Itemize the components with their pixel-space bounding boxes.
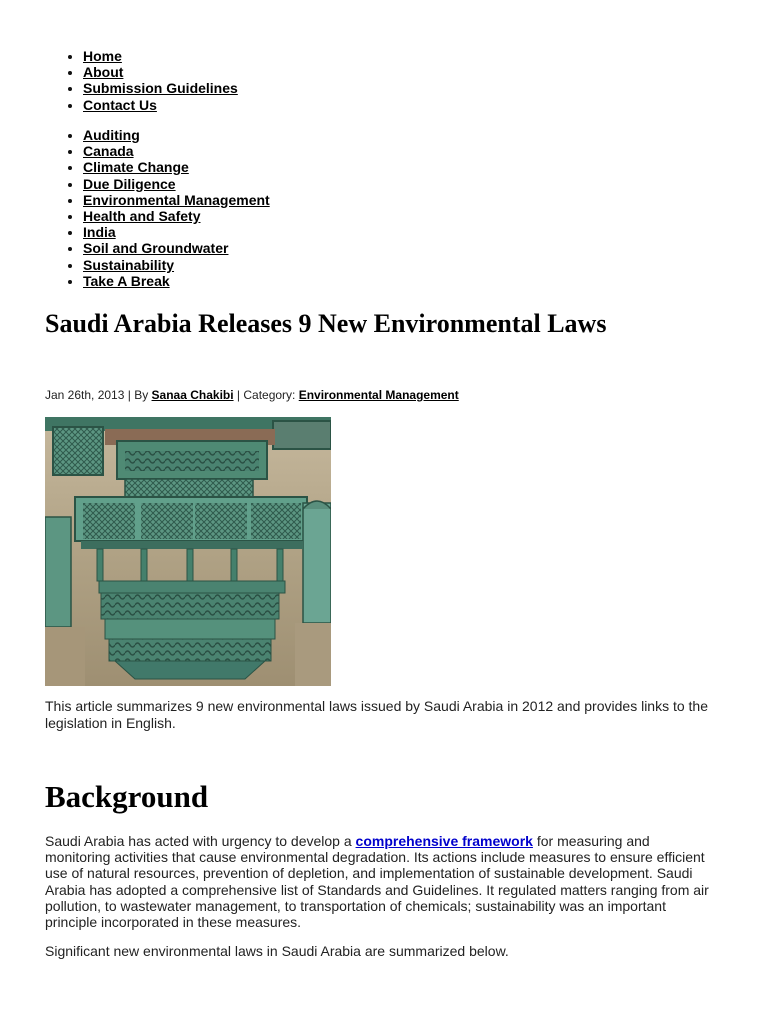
background-text: Saudi Arabia has acted with urgency to develop a [45, 833, 356, 849]
category-item-sustainability [83, 257, 270, 273]
india-link[interactable]: India [83, 224, 116, 241]
category-item-env-mgmt [83, 192, 270, 208]
main-nav-item-about [83, 64, 238, 80]
category-item-canada [83, 143, 270, 159]
environmental-management-link[interactable]: Environmental Management [83, 191, 270, 208]
main-nav [45, 48, 238, 113]
due-diligence-link[interactable]: Due Diligence [83, 175, 176, 192]
category-item-health [83, 208, 270, 224]
category-item-due-diligence [83, 176, 270, 192]
main-nav-item-contact [83, 97, 238, 113]
section-heading-background: Background [45, 779, 209, 814]
meta-separator: | Category: [233, 388, 299, 402]
climate-change-link[interactable]: Climate Change [83, 159, 189, 176]
home-link[interactable]: Home [83, 48, 122, 64]
take-a-break-link[interactable]: Take A Break [83, 272, 170, 289]
post-intro: This article summarizes 9 new environmental laws issued by Saudi Arabia in 2012 and provides links to the legislation in English. [45, 698, 709, 731]
main-nav-item-home [83, 48, 238, 64]
background-text: for measuring and monitoring activities that cause environmental degradation. Its actions include measures to ensure efficient use of natural resources, prevention of depletion, and implementation of sustainable development. Saudi Arabia has adopted a comprehensive list of Standards and Guidelines. It regulated matters ranging from air pollution, to wastewater management, to transportation of chemicals; sustainability was an important principle incorporated in these measures. [45, 833, 709, 931]
meta-separator: | By [124, 388, 152, 402]
green-wooden-balcony-image [45, 417, 331, 686]
author-link[interactable]: Sanaa Chakibi [151, 388, 234, 402]
main-nav-item-submission [83, 80, 238, 96]
health-and-safety-link[interactable]: Health and Safety [83, 208, 201, 225]
background-paragraph [45, 833, 715, 930]
auditing-link[interactable]: Auditing [83, 127, 140, 143]
submission-guidelines-link[interactable]: Submission Guidelines [83, 80, 238, 97]
comprehensive-framework-link[interactable]: comprehensive framework [355, 833, 533, 849]
post-meta [45, 388, 459, 402]
sustainability-link[interactable]: Sustainability [83, 256, 175, 273]
category-link[interactable]: Environmental Management [298, 388, 459, 402]
post-title: Saudi Arabia Releases 9 New Environmental Laws [45, 309, 607, 338]
category-item-soil [83, 240, 270, 256]
post-date: Jan 26th, 2013 [45, 388, 125, 402]
soil-and-groundwater-link[interactable]: Soil and Groundwater [83, 240, 229, 257]
category-item-india [83, 224, 270, 240]
summary-paragraph: Significant new environmental laws in Saudi Arabia are summarized below. [45, 943, 509, 959]
about-link[interactable]: About [83, 64, 124, 81]
category-item-auditing [83, 127, 270, 143]
category-nav [45, 127, 270, 289]
category-item-take-a-break [83, 273, 270, 289]
category-item-climate [83, 159, 270, 175]
contact-us-link[interactable]: Contact Us [83, 96, 157, 113]
canada-link[interactable]: Canada [83, 143, 134, 160]
